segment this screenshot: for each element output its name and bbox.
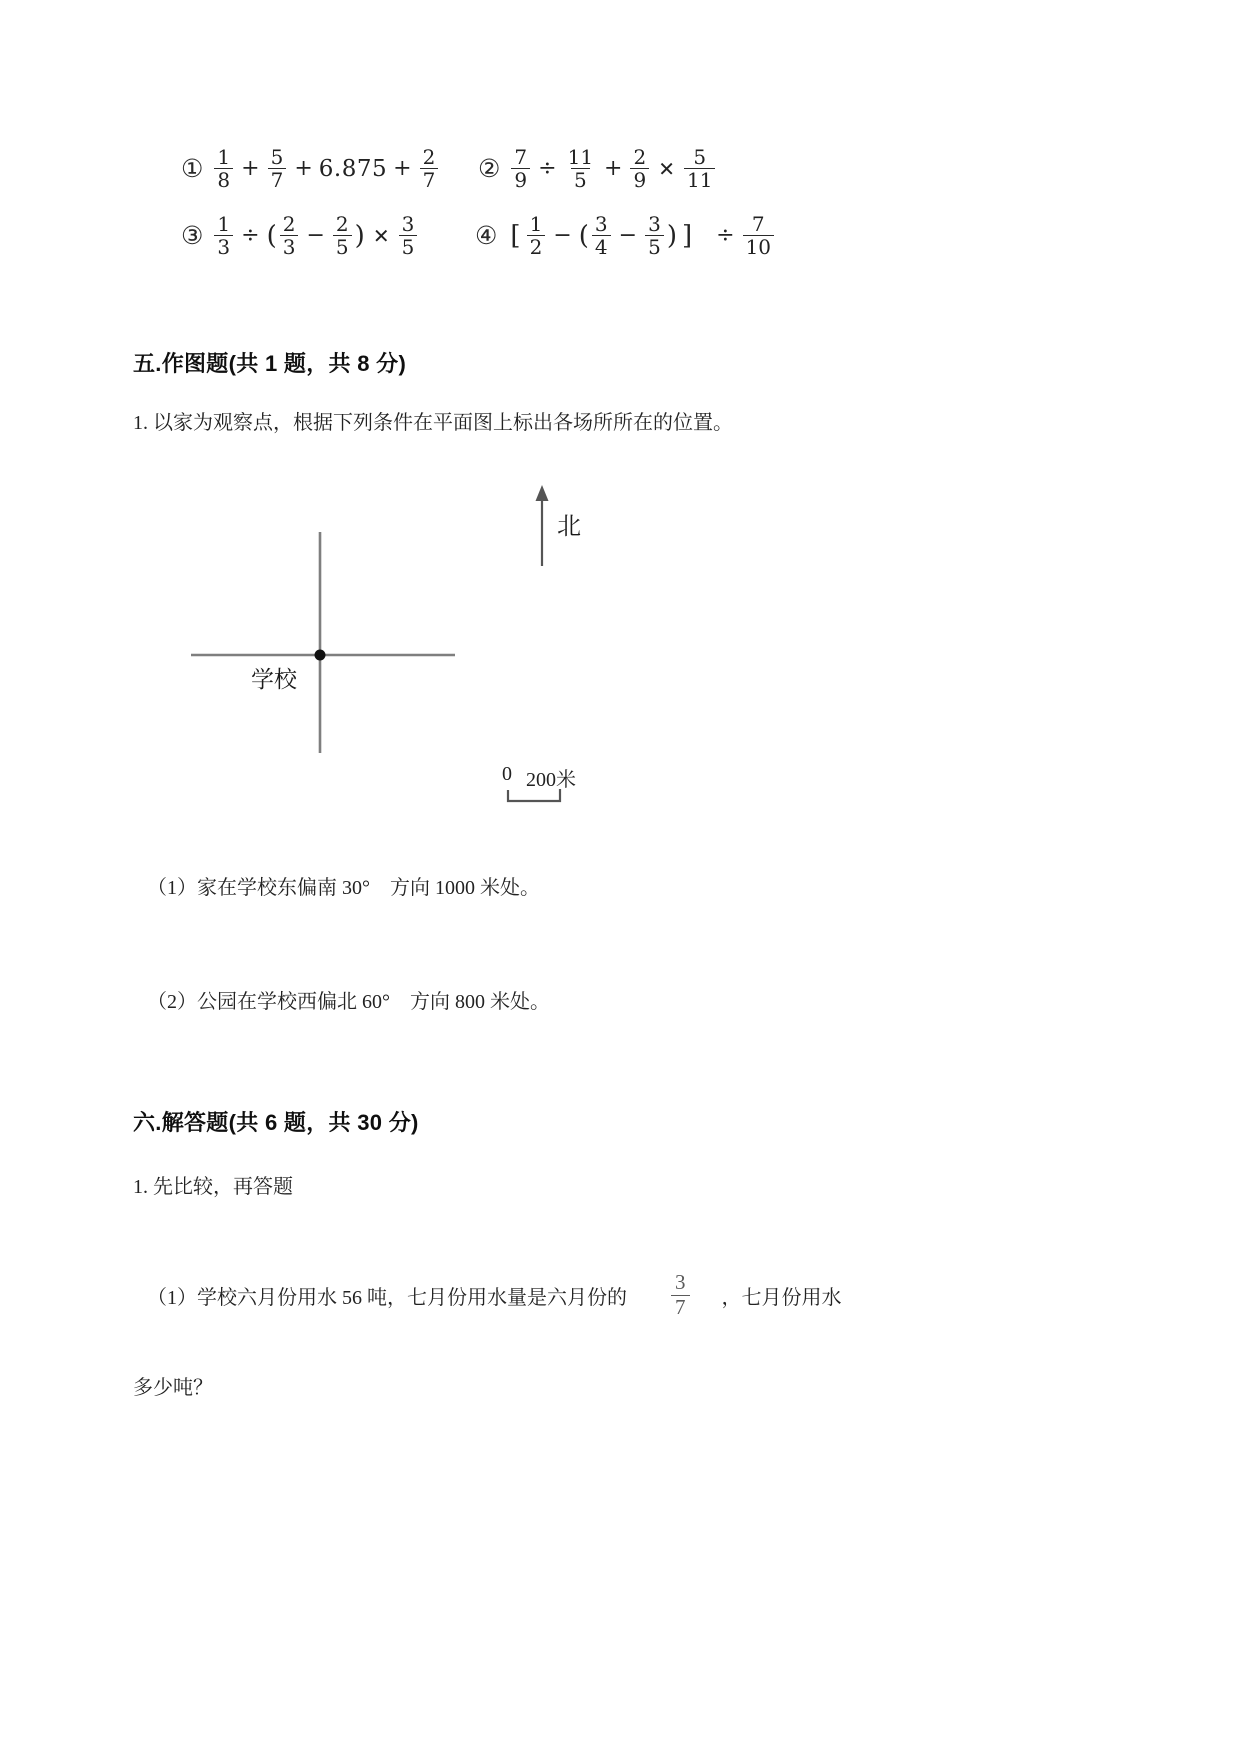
fraction bbox=[684, 146, 715, 192]
math-token: + bbox=[393, 156, 412, 182]
fraction-numerator: 1 bbox=[529, 212, 543, 236]
fraction bbox=[214, 146, 233, 192]
fraction bbox=[280, 213, 299, 259]
fraction-numerator: 1 bbox=[217, 145, 231, 169]
fraction-denominator: 3 bbox=[280, 235, 299, 258]
fraction bbox=[333, 213, 352, 259]
section-5-sub-question-1: （1）家在学校东偏南 30° 方向 1000 米处。 bbox=[147, 877, 540, 899]
fraction bbox=[268, 146, 287, 192]
math-token: ( bbox=[266, 220, 277, 251]
north-label: 北 bbox=[557, 514, 581, 540]
fraction bbox=[743, 213, 774, 259]
fraction-numerator: 11 bbox=[567, 145, 594, 169]
fraction-numerator: 7 bbox=[751, 212, 765, 236]
math-token: ) bbox=[666, 220, 677, 251]
fraction-numerator: 5 bbox=[270, 145, 284, 169]
item-number: ③ bbox=[181, 221, 204, 251]
fraction-denominator: 11 bbox=[684, 168, 715, 191]
fraction-denominator: 4 bbox=[592, 235, 611, 258]
math-token: ✕ bbox=[658, 156, 675, 181]
section-5-heading: 五.作图题(共 1 题，共 8 分) bbox=[133, 351, 407, 376]
math-token: ÷ bbox=[716, 223, 735, 249]
fraction-denominator: 2 bbox=[527, 235, 546, 258]
fraction bbox=[214, 213, 233, 259]
fraction-numerator: 7 bbox=[514, 145, 528, 169]
math-token: ( bbox=[578, 220, 589, 251]
expression-2 bbox=[478, 146, 717, 192]
item-number: ② bbox=[478, 154, 501, 184]
fraction-denominator: 3 bbox=[214, 235, 233, 258]
fraction-denominator: 8 bbox=[214, 168, 233, 191]
north-arrow-head bbox=[536, 485, 549, 501]
fraction bbox=[399, 213, 418, 259]
math-token: ÷ bbox=[241, 223, 260, 249]
fraction-denominator: 9 bbox=[630, 168, 649, 191]
fraction-denominator: 5 bbox=[571, 168, 590, 191]
fraction bbox=[592, 213, 611, 259]
math-token: 6.875 bbox=[318, 155, 388, 182]
fraction-denominator: 10 bbox=[743, 235, 774, 258]
math-token: + bbox=[604, 156, 623, 182]
fraction-denominator: 5 bbox=[645, 235, 664, 258]
fraction bbox=[645, 213, 664, 259]
section-6-heading: 六.解答题(共 6 题，共 30 分) bbox=[133, 1110, 419, 1135]
fraction-numerator: 3 bbox=[594, 212, 608, 236]
fraction bbox=[630, 146, 649, 192]
fraction-numerator: 3 bbox=[675, 1269, 686, 1294]
fraction-numerator: 1 bbox=[217, 212, 231, 236]
scale-zero-label: 0 bbox=[502, 763, 512, 785]
fraction bbox=[511, 146, 530, 192]
expression-3 bbox=[181, 213, 419, 259]
math-token: − bbox=[306, 223, 325, 249]
water-question-suffix: ，七月份用水 bbox=[721, 1286, 842, 1309]
section-5-sub-question-2: （2）公园在学校西偏北 60° 方向 800 米处。 bbox=[147, 991, 550, 1013]
math-token: ÷ bbox=[538, 156, 557, 182]
section-6-sub-question-1 bbox=[147, 1268, 842, 1322]
section-6-question-1: 1. 先比较，再答题 bbox=[133, 1176, 293, 1198]
fraction-denominator: 5 bbox=[399, 235, 418, 258]
fraction-denominator: 9 bbox=[511, 168, 530, 191]
fraction-three-sevenths bbox=[671, 1271, 690, 1319]
math-token: + bbox=[294, 156, 313, 182]
math-token: ) bbox=[354, 220, 365, 251]
fraction bbox=[420, 146, 439, 192]
math-token: [ bbox=[510, 220, 521, 251]
fraction-numerator: 3 bbox=[648, 212, 661, 236]
math-token: ] bbox=[681, 220, 693, 251]
item-number: ④ bbox=[475, 221, 498, 251]
water-question-prefix: （1）学校六月份用水 56 吨，七月份用水量是六月份的 bbox=[147, 1286, 627, 1309]
origin-dot bbox=[315, 650, 326, 661]
fraction-denominator: 7 bbox=[671, 1295, 690, 1320]
math-token: + bbox=[241, 156, 260, 182]
fraction-numerator: 2 bbox=[633, 145, 647, 169]
fraction-numerator: 2 bbox=[335, 212, 349, 236]
fraction-numerator: 5 bbox=[693, 145, 707, 169]
fraction-denominator: 5 bbox=[333, 235, 352, 258]
fraction-numerator: 3 bbox=[401, 212, 415, 236]
math-token: − bbox=[618, 223, 638, 249]
section-6-sub-question-1-continued: 多少吨？ bbox=[133, 1377, 213, 1399]
expression-1 bbox=[181, 146, 440, 192]
school-label: 学校 bbox=[251, 667, 297, 692]
scale-value-label: 200米 bbox=[526, 769, 576, 791]
fraction bbox=[565, 146, 596, 192]
fraction bbox=[527, 213, 546, 259]
fraction-numerator: 2 bbox=[282, 212, 296, 236]
math-token: ✕ bbox=[372, 223, 390, 248]
section-5-question-1: 1. 以家为观察点，根据下列条件在平面图上标出各场所所在的位置。 bbox=[133, 412, 733, 434]
fraction-numerator: 2 bbox=[422, 145, 436, 169]
fraction-denominator: 7 bbox=[268, 168, 287, 191]
expression-4 bbox=[475, 213, 776, 259]
scale-label bbox=[502, 763, 576, 792]
item-number: ① bbox=[181, 154, 204, 184]
fraction-denominator: 7 bbox=[420, 168, 439, 191]
math-token: − bbox=[553, 223, 572, 249]
